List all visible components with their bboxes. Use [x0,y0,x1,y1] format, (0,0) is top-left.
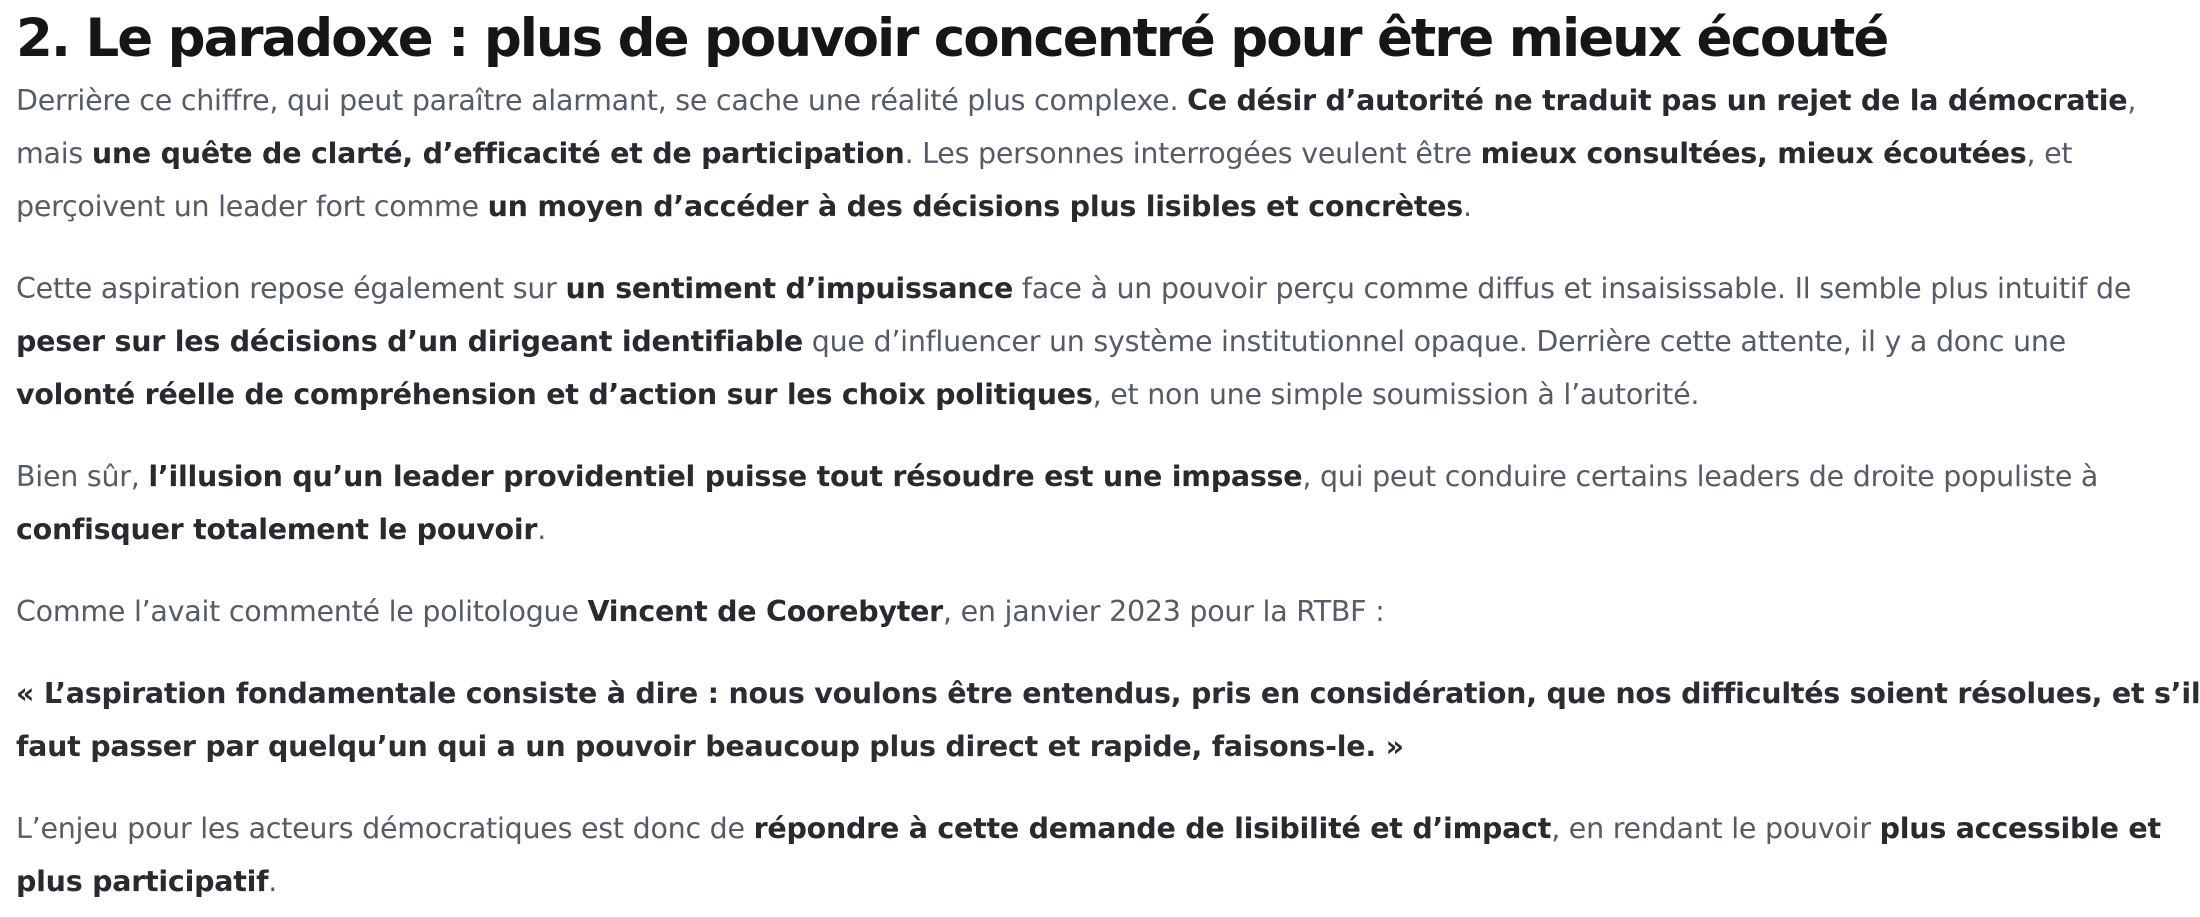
text-line: perçoivent un leader fort comme un moyen d’accéder à des décisions plus lisibles et concrètes. [16,190,1472,223]
paragraph-intro [16,74,2196,233]
text-line: plus participatif. [16,865,278,898]
text-line: Bien sûr, l’illusion qu’un leader providentiel puisse tout résoudre est une impasse, qui peut conduire certains leaders de droite populiste à [16,460,2099,493]
text-line: L’enjeu pour les acteurs démocratiques est donc de répondre à cette demande de lisibilité et d’impact, en rendant le pouvoir plus accessible et [16,812,2161,845]
paragraph-illusion [16,450,2196,556]
text-line: « L’aspiration fondamentale consiste à dire : nous voulons être entendus, pris en considération, que nos difficultés soient résolues, et s’il [16,677,2200,710]
text-line: Derrière ce chiffre, qui peut paraître alarmant, se cache une réalité plus complexe. Ce désir d’autorité ne traduit pas un rejet de la démocratie, [16,84,2137,117]
text-line: confisquer totalement le pouvoir. [16,513,546,546]
paragraph-citation-intro [16,585,2196,638]
text-line: Cette aspiration repose également sur un sentiment d’impuissance face à un pouvoir perçu comme diffus et insaisissable. Il semble plus intuitif de [16,272,2132,305]
section-heading: 2. Le paradoxe : plus de pouvoir concentré pour être mieux écouté [16,8,1888,69]
paragraph-aspiration [16,262,2196,421]
text-line: Comme l’avait commenté le politologue Vincent de Coorebyter, en janvier 2023 pour la RTBF : [16,595,1385,628]
blockquote [16,667,2200,773]
paragraph-conclusion [16,802,2196,908]
text-line: faut passer par quelqu’un qui a un pouvoir beaucoup plus direct et rapide, faisons-le. » [16,730,1404,763]
text-line: mais une quête de clarté, d’efficacité et de participation. Les personnes interrogées veulent être mieux consultées, mieux écoutées, et [16,137,2073,170]
article-section [16,0,2200,908]
text-line: peser sur les décisions d’un dirigeant identifiable que d’influencer un système institutionnel opaque. Derrière cette attente, il y a donc une [16,325,2066,358]
text-line: volonté réelle de compréhension et d’action sur les choix politiques, et non une simple soumission à l’autorité. [16,378,1700,411]
